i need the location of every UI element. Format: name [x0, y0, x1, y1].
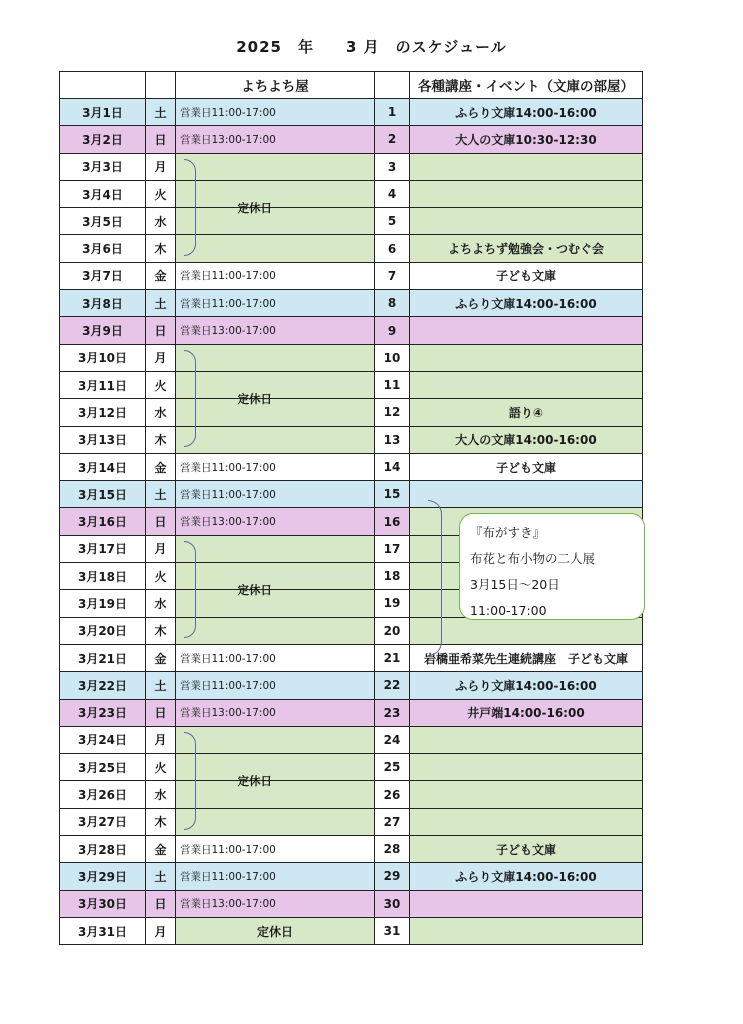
day-number-cell: 21	[375, 644, 410, 671]
yochiyochi-cell	[176, 590, 375, 617]
weekday-cell: 金	[146, 453, 176, 480]
exhibition-callout	[459, 513, 645, 620]
event-cell	[410, 481, 643, 508]
date-cell: 3月11日	[60, 371, 146, 398]
yochiyochi-cell	[176, 563, 375, 590]
event-cell: 子ども文庫	[410, 262, 643, 289]
header-num	[375, 72, 410, 99]
header-date	[60, 72, 146, 99]
event-cell: ふらり文庫14:00-16:00	[410, 290, 643, 317]
day-number-cell: 24	[375, 726, 410, 753]
date-cell: 3月2日	[60, 126, 146, 153]
day-number-cell: 8	[375, 290, 410, 317]
weekday-cell: 土	[146, 290, 176, 317]
weekday-cell: 土	[146, 863, 176, 890]
day-number-cell: 18	[375, 563, 410, 590]
schedule-row	[60, 836, 643, 863]
day-number-cell: 16	[375, 508, 410, 535]
date-cell: 3月28日	[60, 836, 146, 863]
closed-brace	[184, 732, 196, 829]
yochiyochi-cell	[176, 180, 375, 207]
date-cell: 3月5日	[60, 208, 146, 235]
event-cell	[410, 344, 643, 371]
weekday-cell: 木	[146, 808, 176, 835]
yochiyochi-cell: 営業日13:00-17:00	[176, 126, 375, 153]
event-cell: 子ども文庫	[410, 453, 643, 480]
day-number-cell: 12	[375, 399, 410, 426]
schedule-row	[60, 180, 643, 207]
day-number-cell: 23	[375, 699, 410, 726]
day-number-cell: 1	[375, 99, 410, 126]
yochiyochi-cell: 営業日13:00-17:00	[176, 317, 375, 344]
schedule-row	[60, 808, 643, 835]
date-cell: 3月15日	[60, 481, 146, 508]
weekday-cell: 木	[146, 235, 176, 262]
event-cell: 子ども文庫	[410, 836, 643, 863]
day-number-cell: 7	[375, 262, 410, 289]
yochiyochi-cell: 営業日11:00-17:00	[176, 863, 375, 890]
yochiyochi-cell	[176, 399, 375, 426]
date-cell: 3月30日	[60, 890, 146, 917]
weekday-cell: 金	[146, 836, 176, 863]
date-cell: 3月31日	[60, 917, 146, 944]
event-cell: 岩橋亜希菜先生連続講座 子ども文庫	[410, 644, 643, 671]
yochiyochi-cell	[176, 617, 375, 644]
day-number-cell: 15	[375, 481, 410, 508]
yochiyochi-cell: 営業日11:00-17:00	[176, 836, 375, 863]
day-number-cell: 10	[375, 344, 410, 371]
date-cell: 3月22日	[60, 672, 146, 699]
day-number-cell: 11	[375, 371, 410, 398]
schedule-row	[60, 726, 643, 753]
closed-label: 定休日	[237, 773, 272, 788]
event-cell: 語り④	[410, 399, 643, 426]
weekday-cell: 月	[146, 153, 176, 180]
yochiyochi-cell: 営業日11:00-17:00	[176, 644, 375, 671]
callout-dates: 3月15日～20日	[470, 577, 560, 592]
schedule-row	[60, 153, 643, 180]
weekday-cell: 木	[146, 426, 176, 453]
yochiyochi-cell	[176, 235, 375, 262]
closed-brace	[184, 159, 196, 256]
schedule-table	[59, 71, 643, 945]
yochiyochi-cell: 営業日11:00-17:00	[176, 672, 375, 699]
page-title: 2025 年 3 月 のスケジュール	[236, 38, 507, 56]
weekday-cell: 木	[146, 617, 176, 644]
day-number-cell: 27	[375, 808, 410, 835]
date-cell: 3月25日	[60, 754, 146, 781]
yochiyochi-cell	[176, 344, 375, 371]
event-cell	[410, 808, 643, 835]
weekday-cell: 水	[146, 208, 176, 235]
yochiyochi-cell	[176, 371, 375, 398]
date-cell: 3月7日	[60, 262, 146, 289]
date-cell: 3月12日	[60, 399, 146, 426]
schedule-row	[60, 672, 643, 699]
event-cell	[410, 890, 643, 917]
schedule-row	[60, 754, 643, 781]
schedule-row	[60, 290, 643, 317]
schedule-row	[60, 863, 643, 890]
yochiyochi-cell	[176, 726, 375, 753]
event-cell: 大人の文庫10:30-12:30	[410, 126, 643, 153]
schedule-row	[60, 371, 643, 398]
date-cell: 3月24日	[60, 726, 146, 753]
date-cell: 3月27日	[60, 808, 146, 835]
event-cell: よちよちず勉強会・つむぐ会	[410, 235, 643, 262]
weekday-cell: 水	[146, 781, 176, 808]
schedule-row	[60, 644, 643, 671]
schedule-row	[60, 453, 643, 480]
schedule-row	[60, 126, 643, 153]
yochiyochi-cell	[176, 781, 375, 808]
day-number-cell: 29	[375, 863, 410, 890]
weekday-cell: 火	[146, 371, 176, 398]
date-cell: 3月6日	[60, 235, 146, 262]
weekday-cell: 水	[146, 590, 176, 617]
schedule-row	[60, 235, 643, 262]
event-cell: ふらり文庫14:00-16:00	[410, 99, 643, 126]
date-cell: 3月14日	[60, 453, 146, 480]
event-cell	[410, 917, 643, 944]
yochiyochi-cell: 定休日	[176, 917, 375, 944]
yochiyochi-cell: 営業日13:00-17:00	[176, 508, 375, 535]
yochiyochi-cell: 営業日11:00-17:00	[176, 99, 375, 126]
header-yochiyochi: よちよち屋	[176, 72, 375, 99]
day-number-cell: 20	[375, 617, 410, 644]
event-cell: ふらり文庫14:00-16:00	[410, 863, 643, 890]
date-cell: 3月19日	[60, 590, 146, 617]
date-cell: 3月21日	[60, 644, 146, 671]
yochiyochi-cell: 営業日13:00-17:00	[176, 890, 375, 917]
day-number-cell: 28	[375, 836, 410, 863]
weekday-cell: 土	[146, 99, 176, 126]
event-cell	[410, 781, 643, 808]
weekday-cell: 日	[146, 317, 176, 344]
weekday-cell: 土	[146, 672, 176, 699]
weekday-cell: 月	[146, 917, 176, 944]
weekday-cell: 火	[146, 563, 176, 590]
schedule-row	[60, 890, 643, 917]
schedule-row	[60, 917, 643, 944]
date-cell: 3月20日	[60, 617, 146, 644]
weekday-cell: 土	[146, 481, 176, 508]
day-number-cell: 22	[375, 672, 410, 699]
day-number-cell: 2	[375, 126, 410, 153]
yochiyochi-cell: 営業日11:00-17:00	[176, 481, 375, 508]
schedule-row	[60, 699, 643, 726]
closed-brace	[184, 350, 196, 447]
weekday-cell: 火	[146, 754, 176, 781]
schedule-row	[60, 262, 643, 289]
day-number-cell: 9	[375, 317, 410, 344]
schedule-row	[60, 781, 643, 808]
schedule-row	[60, 99, 643, 126]
event-cell: 井戸端14:00-16:00	[410, 699, 643, 726]
weekday-cell: 金	[146, 644, 176, 671]
date-cell: 3月9日	[60, 317, 146, 344]
yochiyochi-cell: 営業日11:00-17:00	[176, 262, 375, 289]
weekday-cell: 月	[146, 726, 176, 753]
date-cell: 3月13日	[60, 426, 146, 453]
weekday-cell: 日	[146, 126, 176, 153]
day-number-cell: 4	[375, 180, 410, 207]
weekday-cell: 日	[146, 890, 176, 917]
closed-label: 定休日	[237, 200, 272, 215]
yochiyochi-cell: 営業日11:00-17:00	[176, 453, 375, 480]
date-cell: 3月4日	[60, 180, 146, 207]
yochiyochi-cell	[176, 808, 375, 835]
event-cell	[410, 208, 643, 235]
schedule-row	[60, 426, 643, 453]
closed-label: 定休日	[237, 582, 272, 597]
day-number-cell: 13	[375, 426, 410, 453]
date-cell: 3月17日	[60, 535, 146, 562]
day-number-cell: 25	[375, 754, 410, 781]
header-row	[60, 72, 643, 99]
yochiyochi-cell: 営業日11:00-17:00	[176, 290, 375, 317]
schedule-row	[60, 317, 643, 344]
date-cell: 3月23日	[60, 699, 146, 726]
yochiyochi-cell	[176, 535, 375, 562]
schedule-row	[60, 399, 643, 426]
event-cell: 大人の文庫14:00-16:00	[410, 426, 643, 453]
exhibition-brace	[428, 500, 442, 656]
closed-label: 定休日	[237, 391, 272, 406]
yochiyochi-cell	[176, 426, 375, 453]
yochiyochi-cell	[176, 208, 375, 235]
schedule-row	[60, 481, 643, 508]
yochiyochi-cell: 営業日13:00-17:00	[176, 699, 375, 726]
date-cell: 3月29日	[60, 863, 146, 890]
day-number-cell: 26	[375, 781, 410, 808]
day-number-cell: 14	[375, 453, 410, 480]
weekday-cell: 日	[146, 508, 176, 535]
yochiyochi-cell	[176, 754, 375, 781]
schedule-row	[60, 344, 643, 371]
event-cell	[410, 153, 643, 180]
weekday-cell: 火	[146, 180, 176, 207]
header-weekday	[146, 72, 176, 99]
date-cell: 3月26日	[60, 781, 146, 808]
weekday-cell: 日	[146, 699, 176, 726]
date-cell: 3月1日	[60, 99, 146, 126]
callout-subtitle: 布花と布小物の二人展	[470, 551, 596, 566]
day-number-cell: 3	[375, 153, 410, 180]
day-number-cell: 17	[375, 535, 410, 562]
date-cell: 3月3日	[60, 153, 146, 180]
event-cell	[410, 754, 643, 781]
day-number-cell: 5	[375, 208, 410, 235]
weekday-cell: 水	[146, 399, 176, 426]
callout-hours: 11:00-17:00	[470, 603, 547, 618]
date-cell: 3月8日	[60, 290, 146, 317]
schedule-row	[60, 208, 643, 235]
header-events: 各種講座・イベント（文庫の部屋）	[410, 72, 643, 99]
date-cell: 3月16日	[60, 508, 146, 535]
date-cell: 3月18日	[60, 563, 146, 590]
event-cell	[410, 371, 643, 398]
day-number-cell: 30	[375, 890, 410, 917]
closed-brace	[184, 541, 196, 638]
weekday-cell: 月	[146, 535, 176, 562]
day-number-cell: 31	[375, 917, 410, 944]
event-cell	[410, 180, 643, 207]
weekday-cell: 月	[146, 344, 176, 371]
event-cell	[410, 317, 643, 344]
callout-title: 『布がすき』	[470, 525, 546, 540]
weekday-cell: 金	[146, 262, 176, 289]
yochiyochi-cell	[176, 153, 375, 180]
day-number-cell: 6	[375, 235, 410, 262]
day-number-cell: 19	[375, 590, 410, 617]
event-cell: ふらり文庫14:00-16:00	[410, 672, 643, 699]
date-cell: 3月10日	[60, 344, 146, 371]
event-cell	[410, 726, 643, 753]
